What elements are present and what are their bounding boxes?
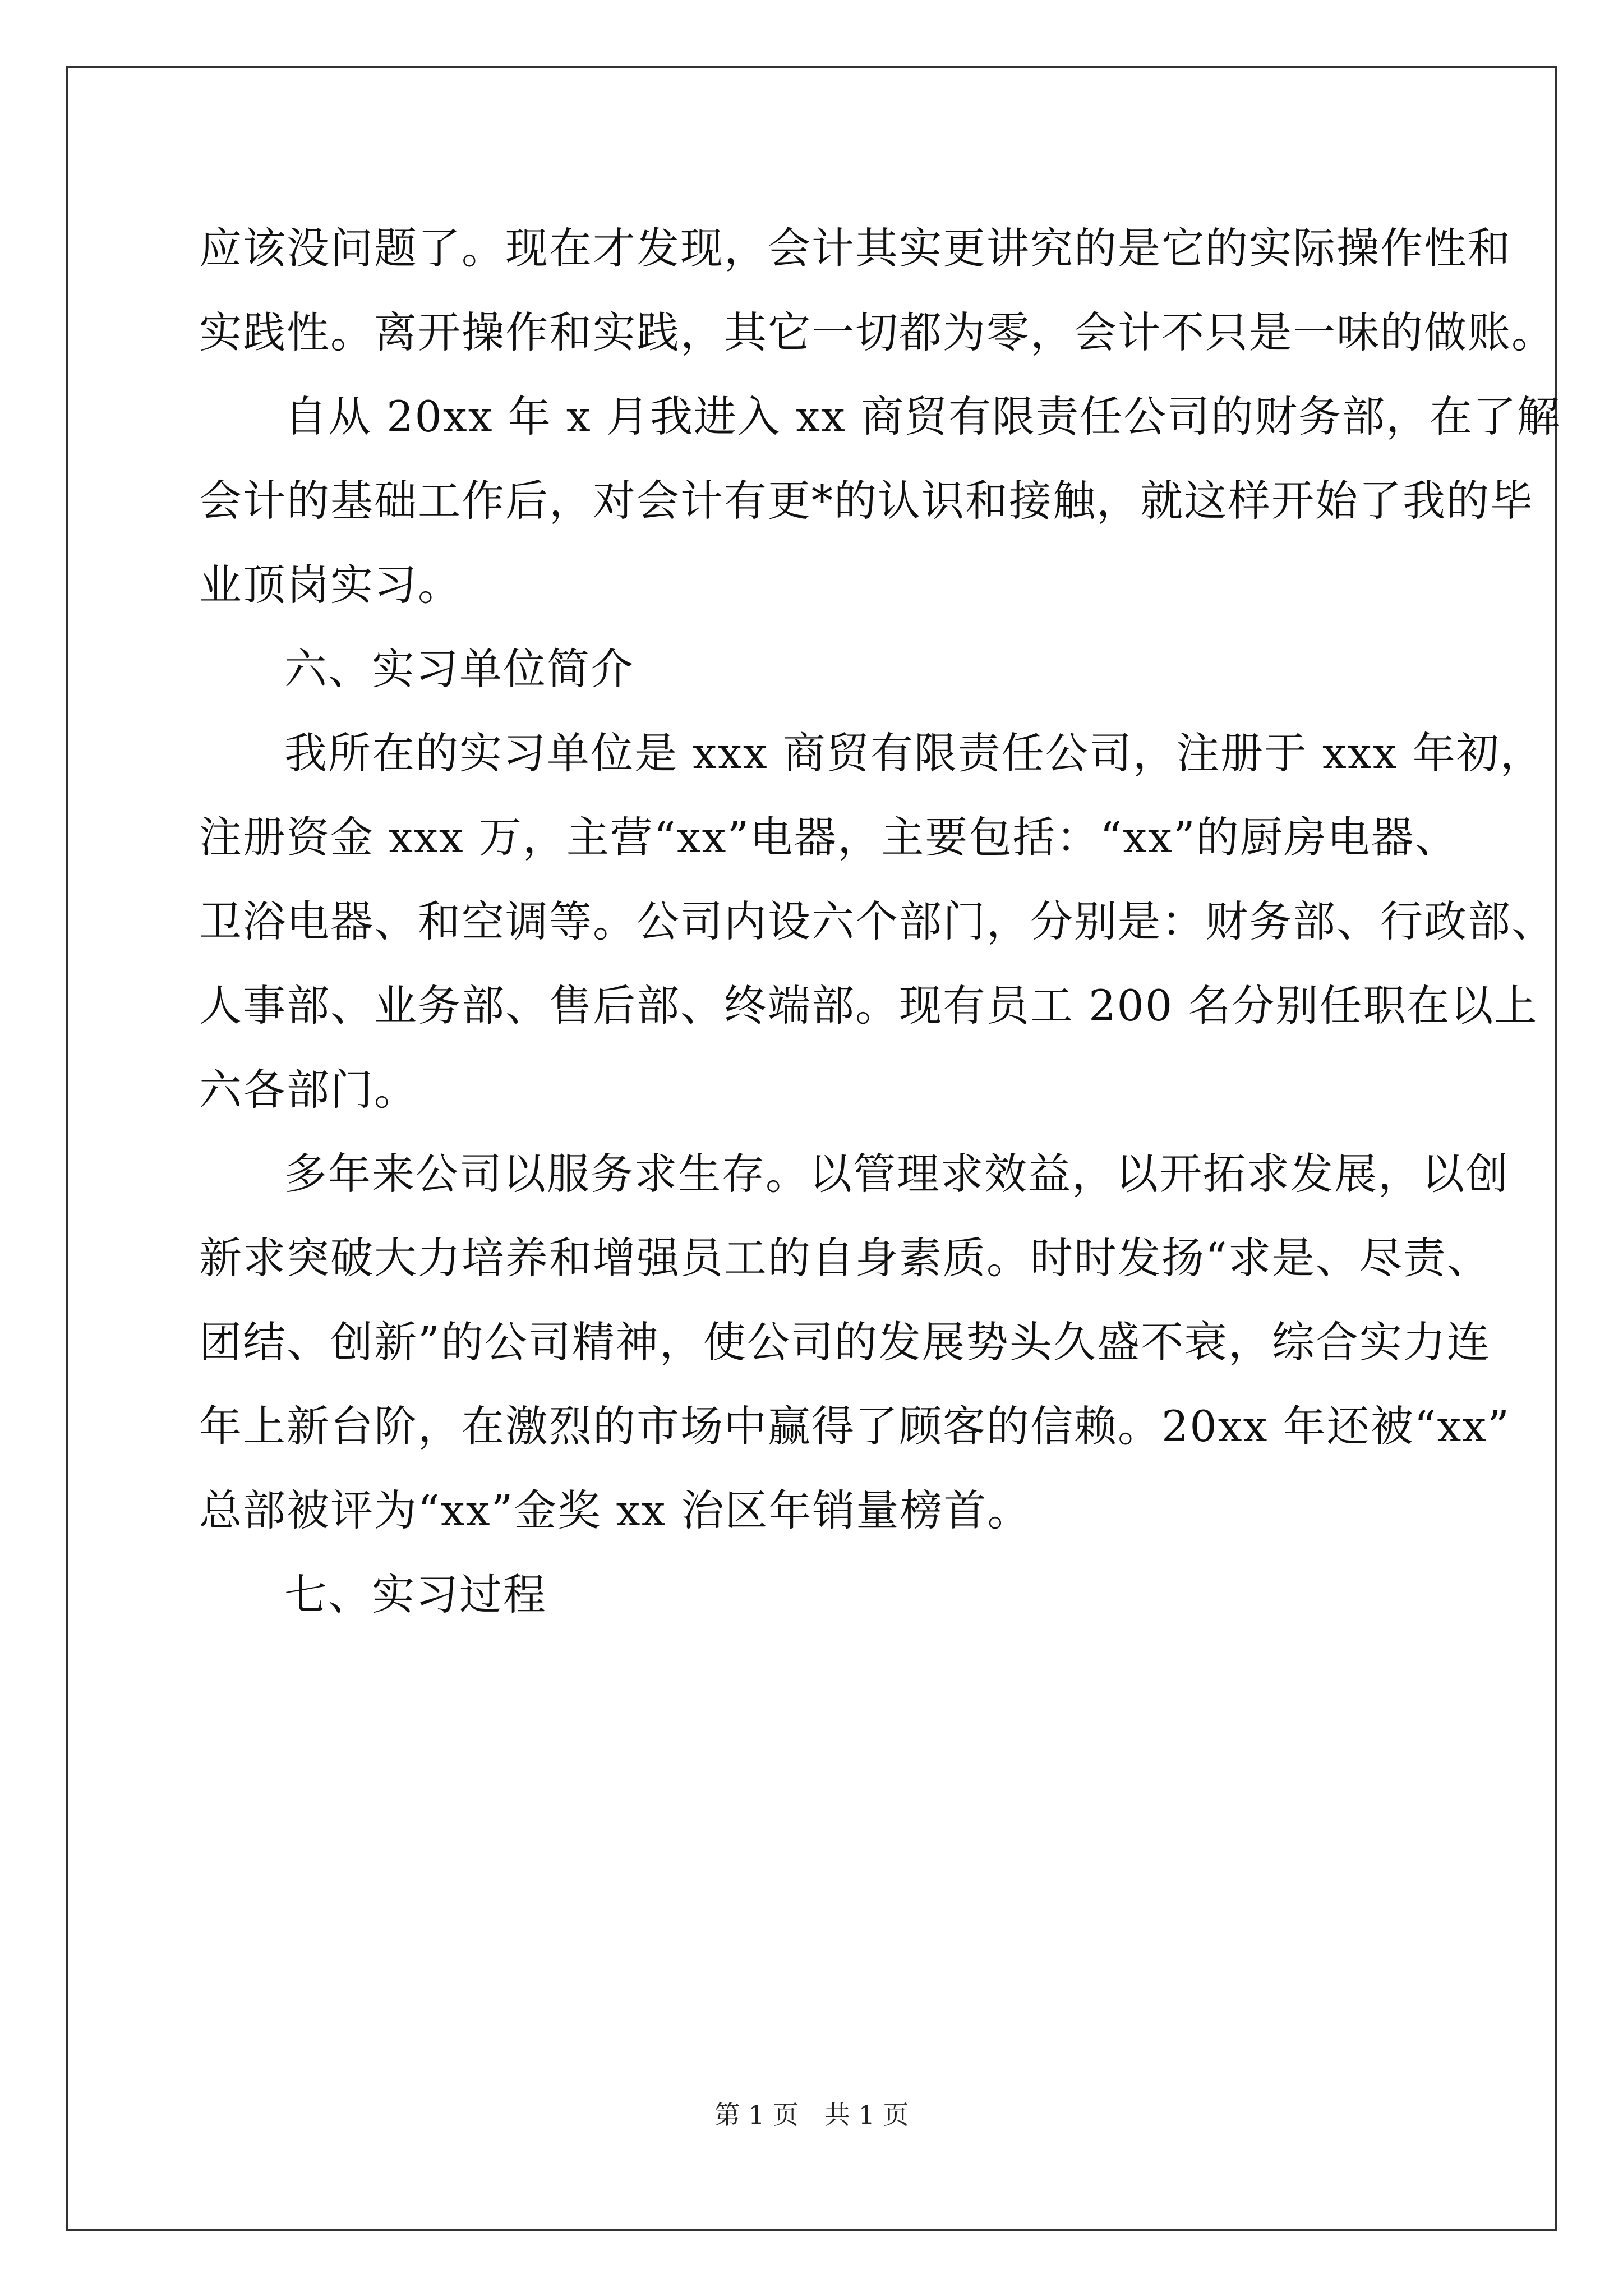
text-line: 注册资金 xxx 万，主营“xx”电器，主要包括：“xx”的厨房电器、 (199, 812, 1459, 862)
text-line: 总部被评为“xx”金奖 xx 治区年销量榜首。 (199, 1485, 1031, 1535)
text-line: 团结、创新”的公司精神，使公司的发展势头久盛不衰，综合实力连 (199, 1317, 1491, 1367)
paragraph-start-line: 多年来公司以服务求生存。以管理求效益，以开拓求发展，以创 (284, 1149, 1509, 1199)
text-line: 六各部门。 (199, 1065, 418, 1115)
section-heading: 七、实习过程 (284, 1570, 547, 1619)
text-line: 实践性。离开操作和实践，其它一切都为零，会计不只是一味的做账。 (199, 307, 1555, 357)
text-line: 人事部、业务部、售后部、终端部。现有员工 200 名分别任职在以上 (199, 981, 1538, 1030)
section-heading: 六、实习单位简介 (284, 644, 634, 694)
page-footer: 第 1 页 共 1 页 (714, 2100, 909, 2130)
document-body (199, 206, 1561, 1637)
text-line: 卫浴电器、和空调等。公司内设六个部门，分别是：财务部、行政部、 (199, 896, 1555, 946)
paragraph-start-line: 自从 20xx 年 x 月我进入 xx 商贸有限责任公司的财务部，在了解 (284, 392, 1561, 441)
text-line: 应该没问题了。现在才发现，会计其实更讲究的是它的实际操作性和 (199, 223, 1511, 273)
text-line: 会计的基础工作后，对会计有更*的认识和接触，就这样开始了我的毕 (199, 476, 1534, 526)
text-line: 年上新台阶，在激烈的市场中赢得了顾客的信赖。20xx 年还被“xx” (199, 1401, 1511, 1451)
paragraph-start-line: 我所在的实习单位是 xxx 商贸有限责任公司，注册于 xxx 年初， (284, 728, 1544, 778)
text-line: 新求突破大力培养和增强员工的自身素质。时时发扬“求是、尽责、 (199, 1233, 1491, 1283)
text-line: 业顶岗实习。 (199, 560, 462, 610)
